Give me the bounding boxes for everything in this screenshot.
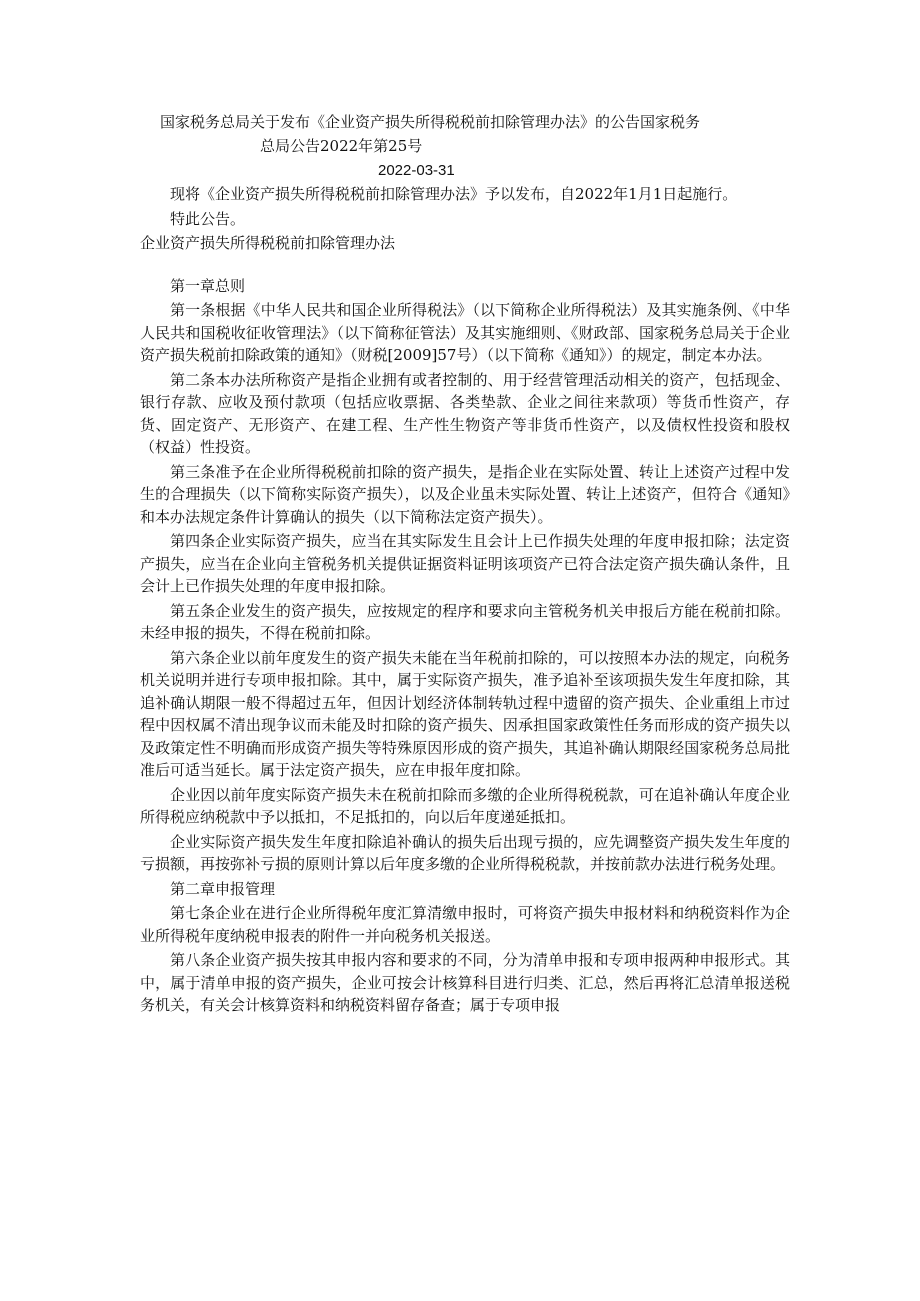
article-5: 第五条企业发生的资产损失，应按规定的程序和要求向主管税务机关申报后方能在税前扣除。未经申报的损失，不得在税前扣除。 xyxy=(140,601,790,642)
article-3: 第三条准予在企业所得税税前扣除的资产损失，是指企业在实际处置、转让上述资产过程中发生的合理损失（以下简称实际资产损失），以及企业虽未实际处置、转让上述资产，但符合《通知》和本办法规定条件计算确认的损失（以下简称法定资产损失）。 xyxy=(140,462,790,526)
measures-title: 企业资产损失所得税税前扣除管理办法 xyxy=(140,234,396,252)
article-6-paragraph-3: 企业实际资产损失发生年度扣除追补确认的损失后出现亏损的，应先调整资产损失发生年度的亏损额，再按弥补亏损的原则计算以后年度多缴的企业所得税税款，并按前款办法进行税务处理。 xyxy=(140,832,790,873)
chapter-heading-2: 第二章申报管理 xyxy=(170,879,276,898)
publish-date: 2022-03-31 xyxy=(378,162,455,179)
article-6-paragraph-2: 企业因以前年度实际资产损失未在税前扣除而多缴的企业所得税税款，可在追补确认年度企业所得税应纳税款中予以抵扣，不足抵扣的，向以后年度递延抵扣。 xyxy=(140,785,790,826)
article-2: 第二条本办法所称资产是指企业拥有或者控制的、用于经营管理活动相关的资产，包括现金、银行存款、应收及预付款项（包括应收票据、各类垫款、企业之间往来款项）等货币性资产，存货、固定资产、无形资产、在建工程、生产性生物资产等非货币性资产，以及债权性投资和股权（权益）性投资。 xyxy=(140,370,790,456)
article-8: 第八条企业资产损失按其申报内容和要求的不同，分为清单申报和专项申报两种申报形式。其中，属于清单申报的资产损失，企业可按会计核算科目进行归类、汇总，然后再将汇总清单报送税务机关，有关会计核算资料和纳税资料留存备查；属于专项申报 xyxy=(140,951,790,1014)
article-1: 第一条根据《中华人民共和国企业所得税法》（以下简称企业所得税法）及其实施条例、《中华人民共和国税收征收管理法》（以下简称征管法）及其实施细则、《财政部、国家税务总局关于企业资产损失税前扣除政策的通知》（财税[2009]57号）（以下简称《通知》）的规定，制定本办法。 xyxy=(140,301,790,364)
document-body xyxy=(140,183,790,1019)
document-title xyxy=(160,110,800,158)
article-6: 第六条企业以前年度发生的资产损失未能在当年税前扣除的，可以按照本办法的规定，向税务机关说明并进行专项申报扣除。其中，属于实际资产损失，准予追补至该项损失发生年度扣除，其追补确认期限一般不得超过五年，但因计划经济体制转轨过程中遗留的资产损失、企业重组上市过程中因权属不清出现争议而未能及时扣除的资产损失、因承担国家政策性任务而形成的资产损失以及政策定性不明确而形成资产损失等特殊原因形成的资产损失，其追补确认期限经国家税务总局批准后可适当延长。属于法定资产损失，应在申报年度扣除。 xyxy=(140,648,790,779)
paragraph-release-notice: 现将《企业资产损失所得税税前扣除管理办法》予以发布，自2022年1月1日起施行。 xyxy=(170,185,738,203)
document-title-line1: 国家税务总局关于发布《企业资产损失所得税税前扣除管理办法》的公告国家税务 xyxy=(160,113,701,131)
chapter-heading-1: 第一章总则 xyxy=(170,276,246,295)
article-4: 第四条企业实际资产损失，应当在其实际发生且会计上已作损失处理的年度申报扣除；法定资产损失，应当在企业向主管税务机关提供证据资料证明该项资产已符合法定资产损失确认条件，且会计上已作损失处理的年度申报扣除。 xyxy=(140,532,790,595)
document-title-line2: 总局公告2022年第25号 xyxy=(260,137,423,155)
article-7: 第七条企业在进行企业所得税年度汇算清缴申报时，可将资产损失申报材料和纳税资料作为企业所得税年度纳税申报表的附件一并向税务机关报送。 xyxy=(140,904,790,945)
paragraph-announcement: 特此公告。 xyxy=(170,209,246,228)
